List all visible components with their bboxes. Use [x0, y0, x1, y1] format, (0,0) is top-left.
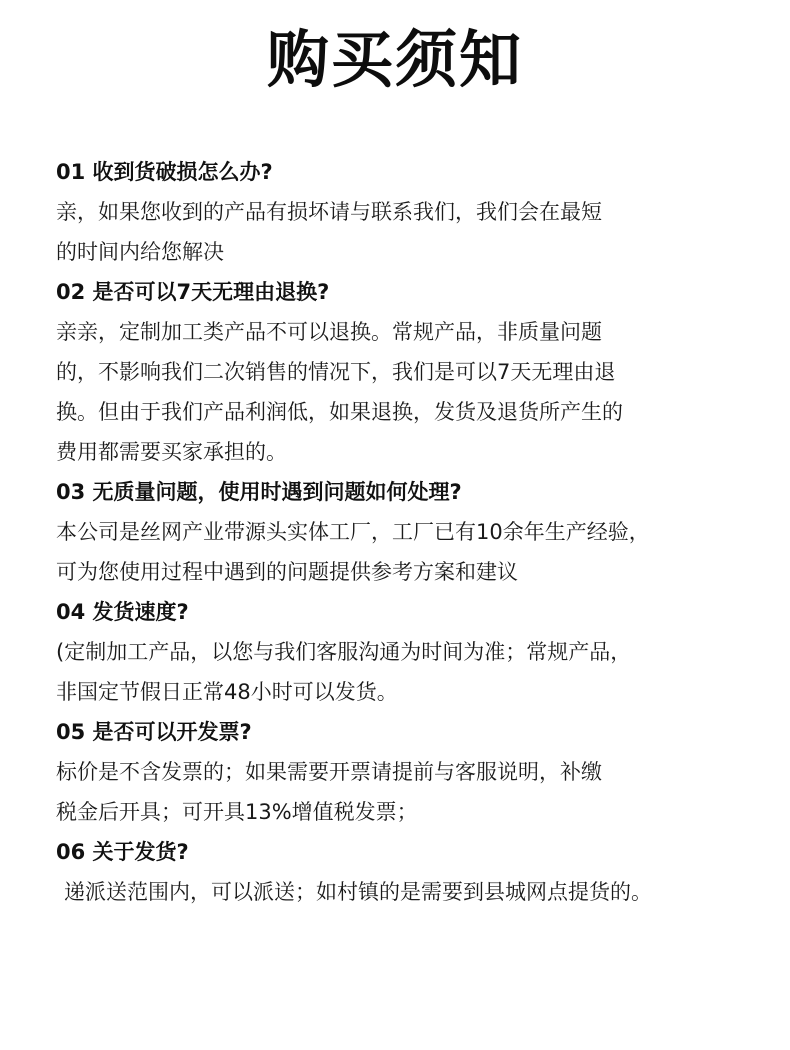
answer-line: (定制加工产品，以您与我们客服沟通为时间为准；常规产品， — [56, 640, 632, 664]
faq-question-2: 02 是否可以7天无理由退换? — [56, 280, 330, 304]
answer-line: 非国定节假日正常48小时可以发货。 — [56, 680, 398, 704]
answer-line: 换。但由于我们产品利润低，如果退换，发货及退货所产生的 — [56, 400, 623, 424]
faq-question-6: 06 关于发货? — [56, 840, 189, 864]
faq-question-3: 03 无质量问题，使用时遇到问题如何处理? — [56, 480, 462, 504]
faq-list — [56, 152, 756, 912]
answer-line: 的时间内给您解决 — [56, 240, 224, 264]
faq-answer-3 — [56, 512, 756, 592]
answer-line: 标价是不含发票的；如果需要开票请提前与客服说明，补缴 — [56, 760, 602, 784]
answer-line: 可为您使用过程中遇到的问题提供参考方案和建议 — [56, 560, 518, 584]
answer-line: 亲亲，定制加工类产品不可以退换。常规产品，非质量问题 — [56, 320, 602, 344]
answer-line: 本公司是丝网产业带源头实体工厂，工厂已有10余年生产经验， — [56, 520, 650, 544]
answer-line: 税金后开具；可开具13%增值税发票； — [56, 800, 418, 824]
faq-question-4: 04 发货速度? — [56, 600, 189, 624]
faq-question-1: 01 收到货破损怎么办? — [56, 160, 273, 184]
faq-question-5: 05 是否可以开发票? — [56, 720, 252, 744]
answer-line: 亲，如果您收到的产品有损坏请与联系我们，我们会在最短 — [56, 200, 602, 224]
faq-answer-6 — [56, 872, 756, 912]
page-title: 购买须知 — [266, 23, 523, 96]
faq-answer-5 — [56, 752, 756, 832]
answer-line: 递派送范围内，可以派送；如村镇的是需要到县城网点提货的。 — [64, 880, 652, 904]
faq-answer-4 — [56, 632, 756, 712]
faq-answer-2 — [56, 312, 756, 472]
answer-line: 费用都需要买家承担的。 — [56, 440, 287, 464]
answer-line: 的，不影响我们二次销售的情况下，我们是可以7天无理由退 — [56, 360, 616, 384]
faq-answer-1 — [56, 192, 756, 272]
